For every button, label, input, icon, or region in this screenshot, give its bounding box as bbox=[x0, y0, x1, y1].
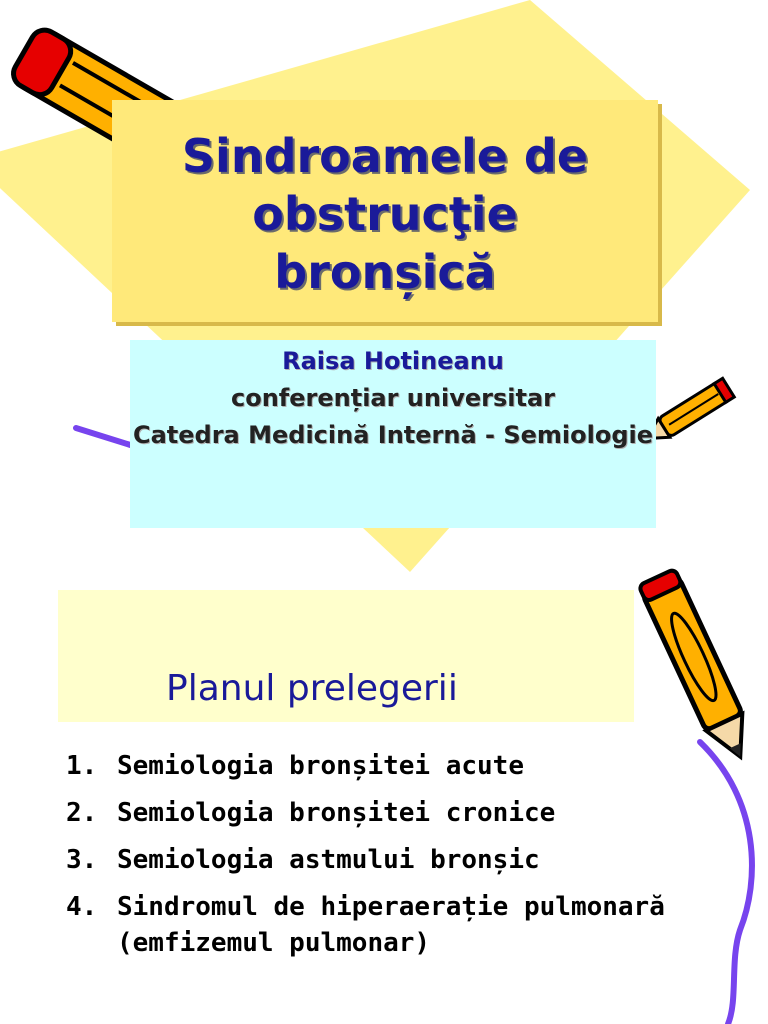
author-department: Catedra Medicină Internă - Semiologie bbox=[132, 421, 654, 449]
title-box bbox=[112, 100, 658, 322]
slide-title: Sindroamele de obstrucţie bronșică bbox=[181, 129, 589, 299]
plan-heading: Planul prelegerii bbox=[166, 668, 458, 709]
author-box bbox=[130, 340, 656, 528]
pencil-icon-tall bbox=[638, 569, 758, 765]
plan-list-item bbox=[66, 889, 706, 961]
plan-list-item bbox=[66, 748, 706, 784]
plan-item-text: Semiologia bronșitei cronice bbox=[117, 798, 556, 828]
plan-list-item bbox=[66, 842, 706, 878]
plan-list bbox=[66, 748, 706, 972]
plan-item-text: Sindromul de hiperaerație pulmonară (emfizemul pulmonar) bbox=[117, 892, 665, 958]
plan-heading-box bbox=[58, 590, 634, 722]
plan-item-number: 1. bbox=[66, 751, 98, 781]
plan-item-text: Semiologia astmului bronșic bbox=[117, 845, 540, 875]
plan-item-number: 2. bbox=[66, 798, 98, 828]
plan-list-item bbox=[66, 795, 706, 831]
author-position: conferențiar universitar bbox=[231, 384, 555, 412]
author-name: Raisa Hotineanu bbox=[282, 347, 504, 375]
plan-item-number: 3. bbox=[66, 845, 98, 875]
purple-line-right bbox=[700, 742, 752, 1024]
plan-item-text: Semiologia bronșitei acute bbox=[117, 751, 524, 781]
plan-item-number: 4. bbox=[66, 892, 98, 922]
